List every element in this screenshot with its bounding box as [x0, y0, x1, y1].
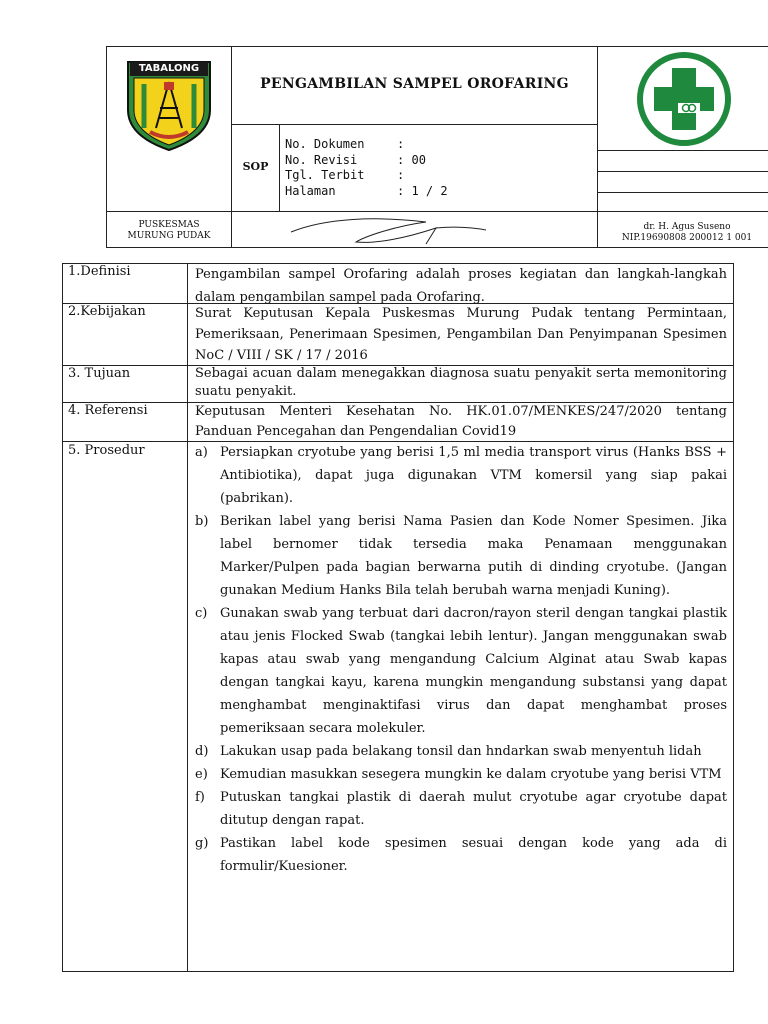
signature [286, 212, 486, 248]
procedure-item: a) Persiapkan cryotube yang berisi 1,5 ml media transport virus (Hanks BSS + Antibiotika), dapat juga digunakan VTM komersil yang siap pakai (pabrikan). [195, 445, 727, 506]
section-label-tujuan: 3. Tujuan [68, 366, 131, 381]
section-label-kebijakan: 2.Kebijakan [68, 304, 146, 319]
puskesmas-logo [634, 50, 734, 148]
section-label-definisi: 1.Definisi [68, 264, 131, 279]
signer-name: dr. H. Agus Suseno [643, 222, 731, 232]
signer-nip: NIP.19690808 200012 1 001 [621, 233, 753, 243]
org-line2: MURUNG PUDAK [127, 231, 211, 241]
procedure-item: e) Kemudian masukkan sesegera mungkin ke dalam cryotube yang berisi VTM [195, 767, 722, 782]
section-text-kebijakan: Surat Keputusan Kepala Puskesmas Murung Pudak tentang Permintaan, Pemeriksaan, Penerimaan Spesimen, Pengambilan Dan Penyimpanan Spesimen NoC / VIII / SK / 17 / 2016 [195, 306, 727, 363]
procedure-item: g) Pastikan label kode spesimen sesuai dengan kode yang ada di formulir/Kuesioner. [195, 836, 727, 874]
procedure-item: f) Putuskan tangkai plastik di daerah mulut cryotube agar cryotube dapat ditutup dengan rapat. [195, 790, 727, 828]
section-label-prosedur: 5. Prosedur [68, 443, 145, 458]
sop-label: SOP [242, 160, 269, 173]
document-title: PENGAMBILAN SAMPEL OROFARING [260, 76, 569, 92]
procedure-item: b) Berikan label yang berisi Nama Pasien dan Kode Nomer Spesimen. Jika label bernomer tidak tersedia maka Penamaan menggunakan Marker/Pulpen pada bagian berwarna putih di dinding cryotube. (Jangan gunakan Medium Hanks Bila telah berubah warna menjadi Kuning). [195, 514, 727, 598]
document-meta [285, 137, 585, 199]
procedure-item: d) Lakukan usap pada belakang tonsil dan hndarkan swab menyentuh lidah [195, 744, 702, 759]
section-text-definisi: Pengambilan sampel Orofaring adalah proses kegiatan dan langkah-langkah dalam pengambilan sampel pada Orofaring. [195, 267, 727, 305]
section-label-referensi: 4. Referensi [68, 403, 148, 418]
section-text-referensi: Keputusan Menteri Kesehatan No. HK.01.07/MENKES/247/2020 tentang Panduan Pencegahan dan Pengendalian Covid19 [195, 404, 727, 439]
org-name [108, 220, 230, 242]
procedure-item: c) Gunakan swab yang terbuat dari dacron/rayon steril dengan tangkai plastik atau jenis Flocked Swab (tangkai lebih lentur). Jangan menggunakan swab kapas atau swab yang mengandung Calcium Alginat atau Swab kapas dengan tangkai kayu, karena mungkin mengandung substansi yang dapat menghambat menginaktifasi virus dan dapat menghambat proses pemeriksaan secara molekuler. [195, 606, 727, 736]
section-text-tujuan: Sebagai acuan dalam menegakkan diagnosa suatu penyakit serta memonitoring suatu penyakit. [195, 366, 727, 399]
sop-header [106, 46, 768, 248]
procedure-list [195, 441, 727, 878]
logo-text: TABALONG [138, 63, 200, 74]
org-line1: PUSKESMAS [138, 220, 200, 230]
tabalong-logo [120, 58, 218, 154]
meta-row: No. Revisi : 00 [285, 152, 426, 167]
meta-row: Halaman : 1 / 2 [285, 183, 448, 198]
sop-body-table [62, 263, 734, 972]
signer [602, 222, 768, 244]
meta-row: Tgl. Terbit : [285, 168, 405, 182]
meta-row: No. Dokumen : [285, 137, 405, 151]
